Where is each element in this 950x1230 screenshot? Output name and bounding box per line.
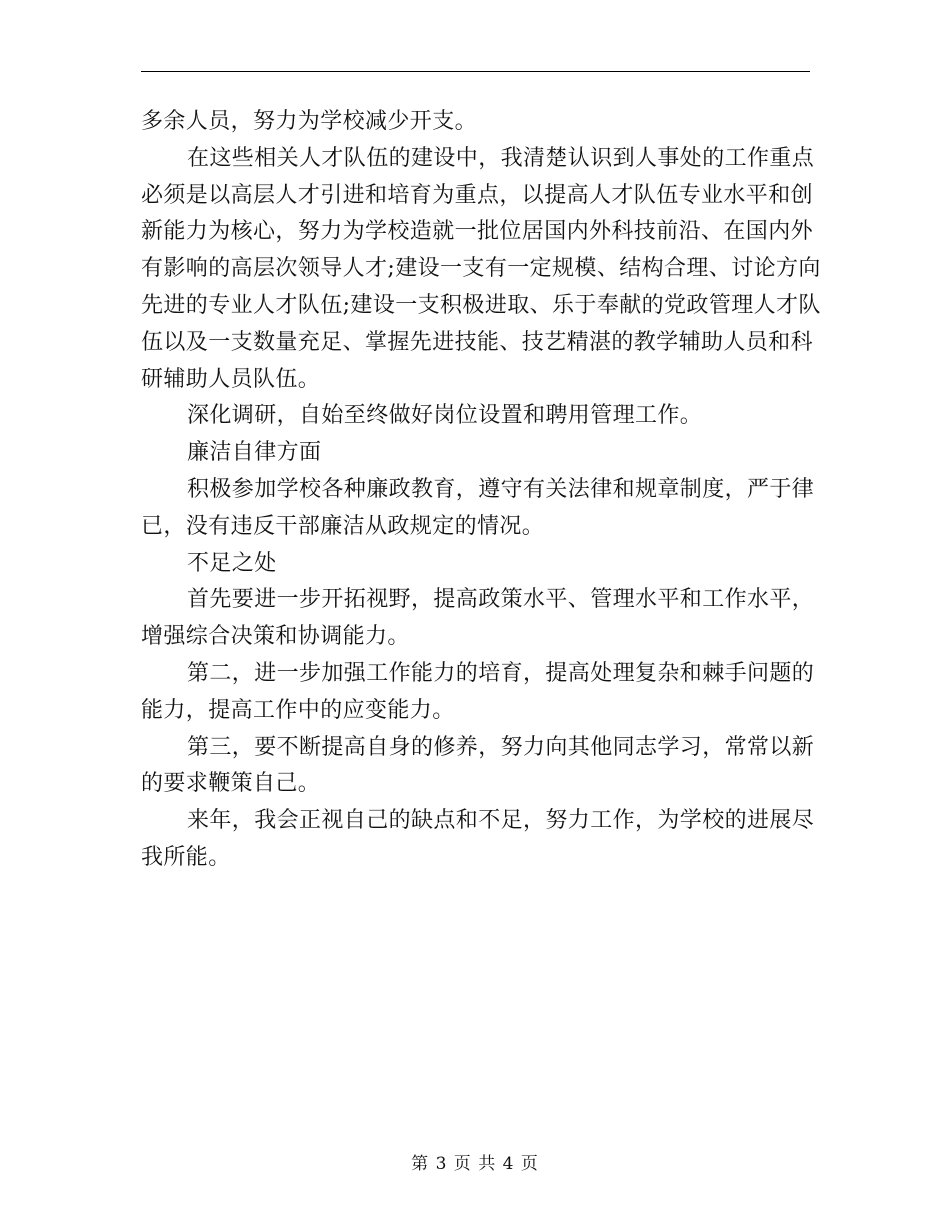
text-line: 的要求鞭策自己。 bbox=[141, 771, 321, 797]
text-line: 已，没有违反干部廉洁从政规定的情况。 bbox=[141, 513, 545, 539]
text-line: 研辅助人员队伍。 bbox=[141, 366, 321, 392]
text-line: 先进的专业人才队伍;建设一支积极进取、乐于奉献的党政管理人才队 bbox=[141, 292, 821, 318]
section-heading: 廉洁自律方面 bbox=[187, 440, 322, 466]
text-line: 增强综合决策和协调能力。 bbox=[141, 624, 410, 650]
text-line: 我所能。 bbox=[141, 844, 231, 870]
body-text bbox=[141, 104, 821, 877]
text-line: 首先要进一步开拓视野，提高政策水平、管理水平和工作水平， bbox=[187, 587, 815, 613]
text-line: 多余人员，努力为学校减少开支。 bbox=[141, 109, 478, 134]
text-line: 在这些相关人才队伍的建设中，我清楚认识到人事处的工作重点 bbox=[187, 145, 815, 171]
text-line: 第二，进一步加强工作能力的培育，提高处理复杂和棘手问题的 bbox=[187, 660, 815, 686]
text-line: 新能力为核心，努力为学校造就一批位居国内外科技前沿、在国内外 bbox=[141, 219, 814, 245]
text-line: 第三，要不断提高自身的修养，努力向其他同志学习，常常以新 bbox=[187, 734, 815, 760]
text-line: 伍以及一支数量充足、掌握先进技能、技艺精湛的教学辅助人员和科 bbox=[141, 329, 814, 355]
header-rule bbox=[141, 71, 810, 72]
text-line: 有影响的高层次领导人才;建设一支有一定规模、结构合理、讨论方向 bbox=[141, 256, 821, 282]
section-heading: 不足之处 bbox=[187, 550, 277, 576]
text-line: 能力，提高工作中的应变能力。 bbox=[141, 697, 455, 723]
text-line: 必须是以高层人才引进和培育为重点，以提高人才队伍专业水平和创 bbox=[141, 182, 814, 208]
page-number-footer: 第 3 页 共 4 页 bbox=[411, 1154, 539, 1174]
text-line: 来年，我会正视自己的缺点和不足，努力工作，为学校的进展尽 bbox=[187, 808, 815, 834]
text-line: 积极参加学校各种廉政教育，遵守有关法律和规章制度，严于律 bbox=[187, 476, 815, 502]
text-line: 深化调研，自始至终做好岗位设置和聘用管理工作。 bbox=[187, 403, 703, 429]
